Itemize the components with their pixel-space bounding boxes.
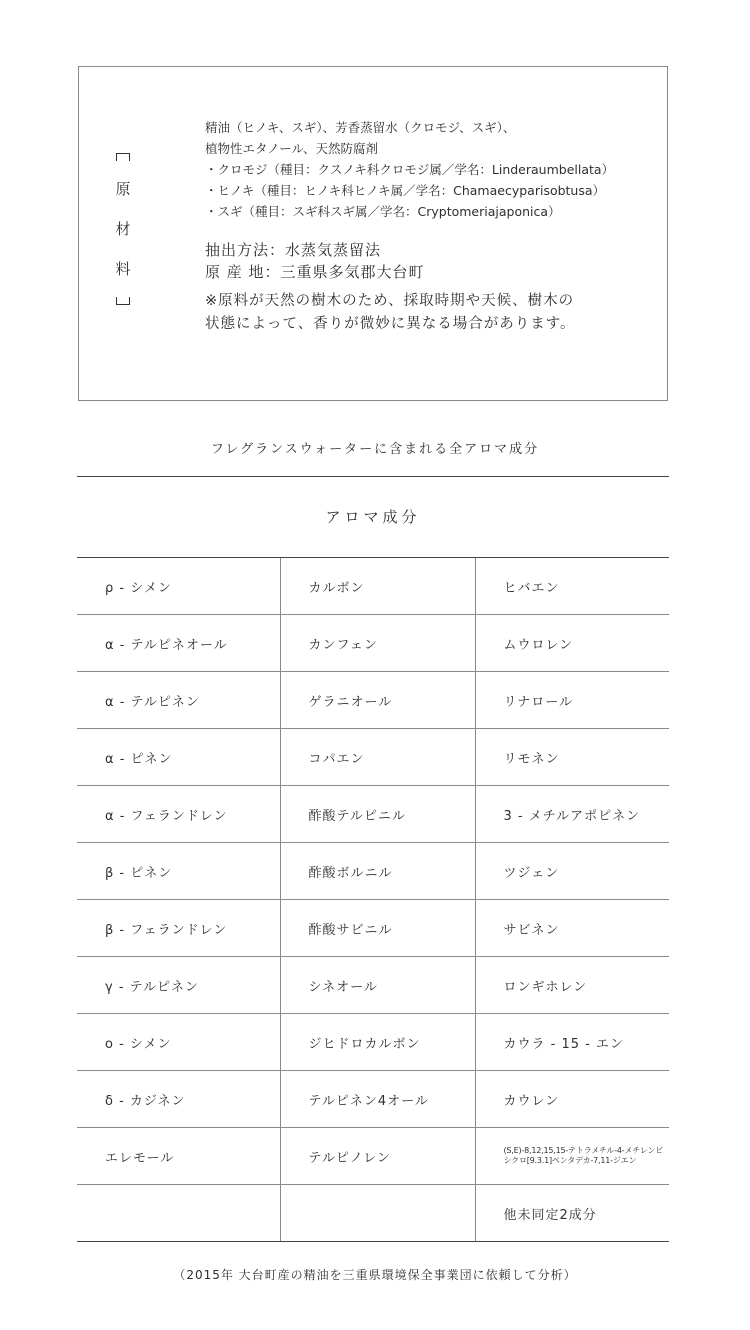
- table-cell: 3 - メチルアポピネン: [475, 786, 669, 843]
- table-row: [77, 558, 669, 615]
- table-cell: エレモール: [77, 1128, 280, 1185]
- aroma-table: [77, 558, 669, 1242]
- table-cell: 酢酸ボルニル: [280, 843, 475, 900]
- table-cell: 酢酸テルピニル: [280, 786, 475, 843]
- table-cell: テルピネン4オール: [280, 1071, 475, 1128]
- table-row: [77, 1128, 669, 1185]
- ingredients-content: [205, 117, 655, 336]
- table-cell: ムウロレン: [475, 615, 669, 672]
- table-cell-empty: [280, 1185, 475, 1242]
- aroma-table-section: [77, 476, 669, 1242]
- table-row: [77, 1014, 669, 1071]
- ingredients-box: [78, 66, 668, 401]
- table-row: [77, 843, 669, 900]
- ingredient-kuromoji: ・クロモジ（種目：クスノキ科クロモジ属／学名：Linderaumbellata）: [205, 162, 615, 177]
- table-cell: カルボン: [280, 558, 475, 615]
- bracket-open-icon: [116, 153, 130, 161]
- caution-note-line1: ※原料が天然の樹木のため、採取時期や天候、樹木の: [205, 293, 575, 309]
- label-char: 原: [115, 180, 131, 198]
- label-char: 材: [115, 220, 131, 238]
- table-title: アロマ成分: [77, 477, 669, 558]
- table-row: [77, 1071, 669, 1128]
- table-cell: シネオール: [280, 957, 475, 1014]
- table-cell: β - ピネン: [77, 843, 280, 900]
- ingredients-line: 植物性エタノール、天然防腐剤: [205, 141, 379, 156]
- table-row: [77, 786, 669, 843]
- table-cell: α - ピネン: [77, 729, 280, 786]
- table-row: [77, 672, 669, 729]
- table-cell: テルピノレン: [280, 1128, 475, 1185]
- table-cell: ヒバエン: [475, 558, 669, 615]
- table-cell: リモネン: [475, 729, 669, 786]
- table-cell: δ - カジネン: [77, 1071, 280, 1128]
- bracket-close-icon: [116, 297, 130, 305]
- table-cell: ジヒドロカルボン: [280, 1014, 475, 1071]
- table-cell: ρ - シメン: [77, 558, 280, 615]
- table-cell: ツジェン: [475, 843, 669, 900]
- caution-note-line2: 状態によって、香りが微妙に異なる場合があります。: [205, 316, 576, 332]
- table-cell: カンフェン: [280, 615, 475, 672]
- ingredient-hinoki: ・ヒノキ（種目：ヒノキ科ヒノキ属／学名：Chamaecyparisobtusa）: [205, 183, 606, 198]
- table-cell: β - フェランドレン: [77, 900, 280, 957]
- table-cell: 酢酸サビニル: [280, 900, 475, 957]
- label-char: 料: [115, 260, 131, 278]
- table-row: [77, 615, 669, 672]
- table-cell: カウレン: [475, 1071, 669, 1128]
- table-cell: ゲラニオール: [280, 672, 475, 729]
- section-heading: フレグランスウォーターに含まれる全アロマ成分: [210, 442, 540, 457]
- table-cell: γ - テルピネン: [77, 957, 280, 1014]
- table-cell: ロンギホレン: [475, 957, 669, 1014]
- table-cell: (S,E)-8,12,15,15-テトラメチル-4-メチレンビシクロ[9.3.1]ペンタデカ-7,11-ジエン: [475, 1128, 669, 1185]
- table-row: [77, 900, 669, 957]
- ingredients-label: [113, 153, 133, 305]
- extraction-method: 抽出方法：水蒸気蒸留法: [205, 241, 382, 259]
- analysis-footnote: （2015年 大台町産の精油を三重県環境保全事業団に依頼して分析）: [173, 1268, 577, 1282]
- place-of-origin: 原 産 地：三重県多気郡大台町: [205, 263, 425, 281]
- table-row: [77, 957, 669, 1014]
- ingredient-sugi: ・スギ（種目：スギ科スギ属／学名：Cryptomeriajaponica）: [205, 204, 561, 219]
- table-cell: リナロール: [475, 672, 669, 729]
- table-cell: コパエン: [280, 729, 475, 786]
- table-cell: α - テルピネオール: [77, 615, 280, 672]
- table-row: [77, 1185, 669, 1242]
- table-row: [77, 729, 669, 786]
- table-cell: α - テルピネン: [77, 672, 280, 729]
- table-cell: カウラ - 15 - エン: [475, 1014, 669, 1071]
- table-cell: ο - シメン: [77, 1014, 280, 1071]
- table-cell: α - フェランドレン: [77, 786, 280, 843]
- table-cell-empty: [77, 1185, 280, 1242]
- table-cell: 他未同定2成分: [475, 1185, 669, 1242]
- table-cell: サビネン: [475, 900, 669, 957]
- ingredients-line: 精油（ヒノキ、スギ）、芳香蒸留水（クロモジ、スギ）、: [205, 120, 516, 135]
